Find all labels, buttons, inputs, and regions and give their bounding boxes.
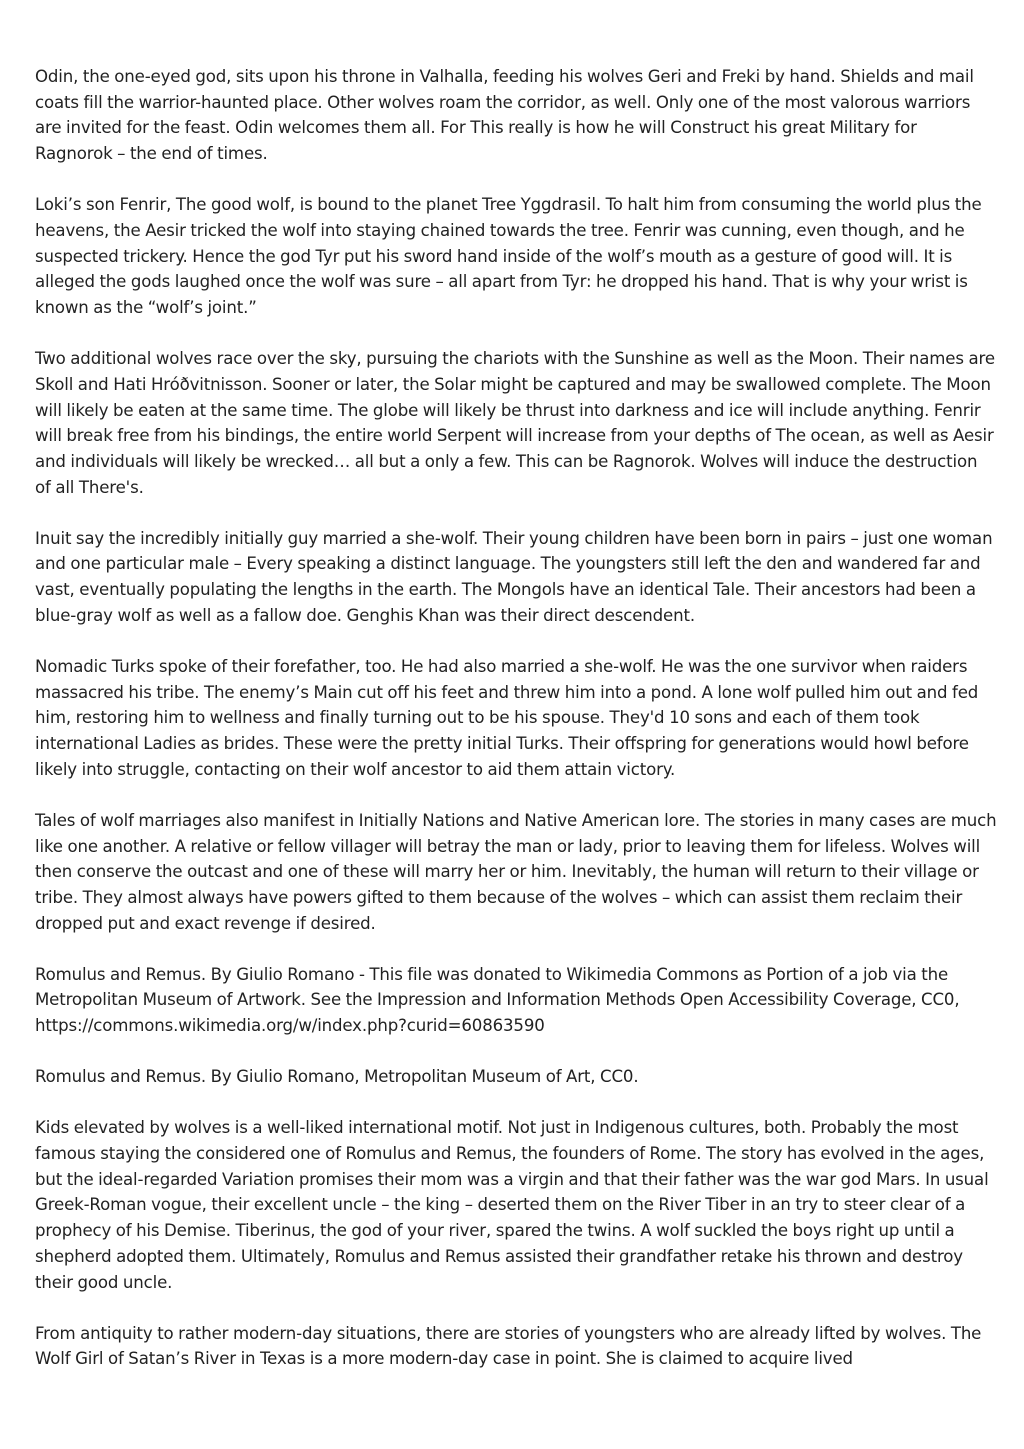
- paragraph-wolf-marriages: Tales of wolf marriages also manifest in Initially Nations and Native American lore. The stories in many cases are much like one another. A relative or fellow villager will betray the man or lady, prior to leaving them for lifeless. Wolves will then conserve the outcast and one of these will marry her or him. Inevitably, the human will return to their village or tribe. They almost always have powers gifted to them because of the wolves – which can assist them reclaim their dropped put and exact revenge if desired.: [35, 810, 997, 933]
- paragraph-skoll-hati: Two additional wolves race over the sky, pursuing the chariots with the Sunshine as well as the Moon. Their names are Skoll and Hati Hróðvitnisson. Sooner or later, the Solar might be captured and may be swallowed complete. The Moon will likely be eaten at the same time. The globe will likely be thrust into darkness and ice will include anything. Fenrir will break free from his bindings, the entire world Serpent will increase from your depths of The ocean, as well as Aesir and individuals will likely be wrecked… all but a only a few. This can be Ragnorok. Wolves will induce the destruction of all There's.: [35, 349, 995, 497]
- paragraph-nomadic-turks: Nomadic Turks spoke of their forefather, too. He had also married a she-wolf. He was the one survivor when raiders massacred his tribe. The enemy’s Main cut off his feet and threw him into a pond. A lone wolf pulled him out and fed him, restoring him to wellness and finally turning out to be his spouse. They'd 10 sons and each of them took international Ladies as brides. These were the pretty initial Turks. Their offspring for generations would howl before likely into struggle, contacting on their wolf ancestor to aid them attain victory.: [35, 656, 979, 779]
- paragraph-wolf-girl: From antiquity to rather modern-day situations, there are stories of youngsters who are already lifted by wolves. The Wolf Girl of Satan’s River in Texas is a more modern-day case in point. She is claimed to acquire lived: [35, 1323, 982, 1369]
- paragraph-image-credit: Romulus and Remus. By Giulio Romano - This file was donated to Wikimedia Commons as Portion of a job via the Metropolitan Museum of Artwork. See the Impression and Information Methods Open Accessibility Coverage, CC0, https://commons.wikimedia.org/w/index.php?curid=60863590: [35, 964, 960, 1036]
- paragraph-fenrir: Loki’s son Fenrir, The good wolf, is bound to the planet Tree Yggdrasil. To halt him from consuming the world plus the heavens, the Aesir tricked the wolf into staying chained towards the tree. Fenrir was cunning, even though, and he suspected trickery. Hence the god Tyr put his sword hand inside of the wolf’s mouth as a gesture of good will. It is alleged the gods laughed once the wolf was sure – all apart from Tyr: he dropped his hand. That is why your wrist is known as the “wolf’s joint.”: [35, 195, 982, 318]
- paragraph-image-caption: Romulus and Remus. By Giulio Romano, Metropolitan Museum of Art, CC0.: [35, 1067, 639, 1087]
- document-body: [35, 64, 997, 1397]
- paragraph-romulus-remus: Kids elevated by wolves is a well-liked international motif. Not just in Indigenous cultures, both. Probably the most famous staying the considered one of Romulus and Remus, the founders of Rome. The story has evolved in the ages, but the ideal-regarded Variation promises their mom was a virgin and that their father was the war god Mars. In usual Greek-Roman vogue, their excellent uncle – the king – deserted them on the River Tiber in an try to steer clear of a prophecy of his Demise. Tiberinus, the god of your river, spared the twins. A wolf suckled the boys right up until a shepherd adopted them. Ultimately, Romulus and Remus assisted their grandfather retake his thrown and destroy their good uncle.: [35, 1118, 989, 1292]
- paragraph-inuit-mongols: Inuit say the incredibly initially guy married a she-wolf. Their young children have been born in pairs – just one woman and one particular male – Every speaking a distinct language. The youngsters still left the den and wandered far and vast, eventually populating the lengths in the earth. The Mongols have an identical Tale. Their ancestors had been a blue-gray wolf as well as a fallow doe. Genghis Khan was their direct descendent.: [35, 528, 993, 625]
- paragraph-odin: Odin, the one-eyed god, sits upon his throne in Valhalla, feeding his wolves Geri and Freki by hand. Shields and mail coats fill the warrior-haunted place. Other wolves roam the corridor, as well. Only one of the most valorous warriors are invited for the feast. Odin welcomes them all. For This really is how he will Construct his great Military for Ragnorok – the end of times.: [35, 67, 974, 164]
